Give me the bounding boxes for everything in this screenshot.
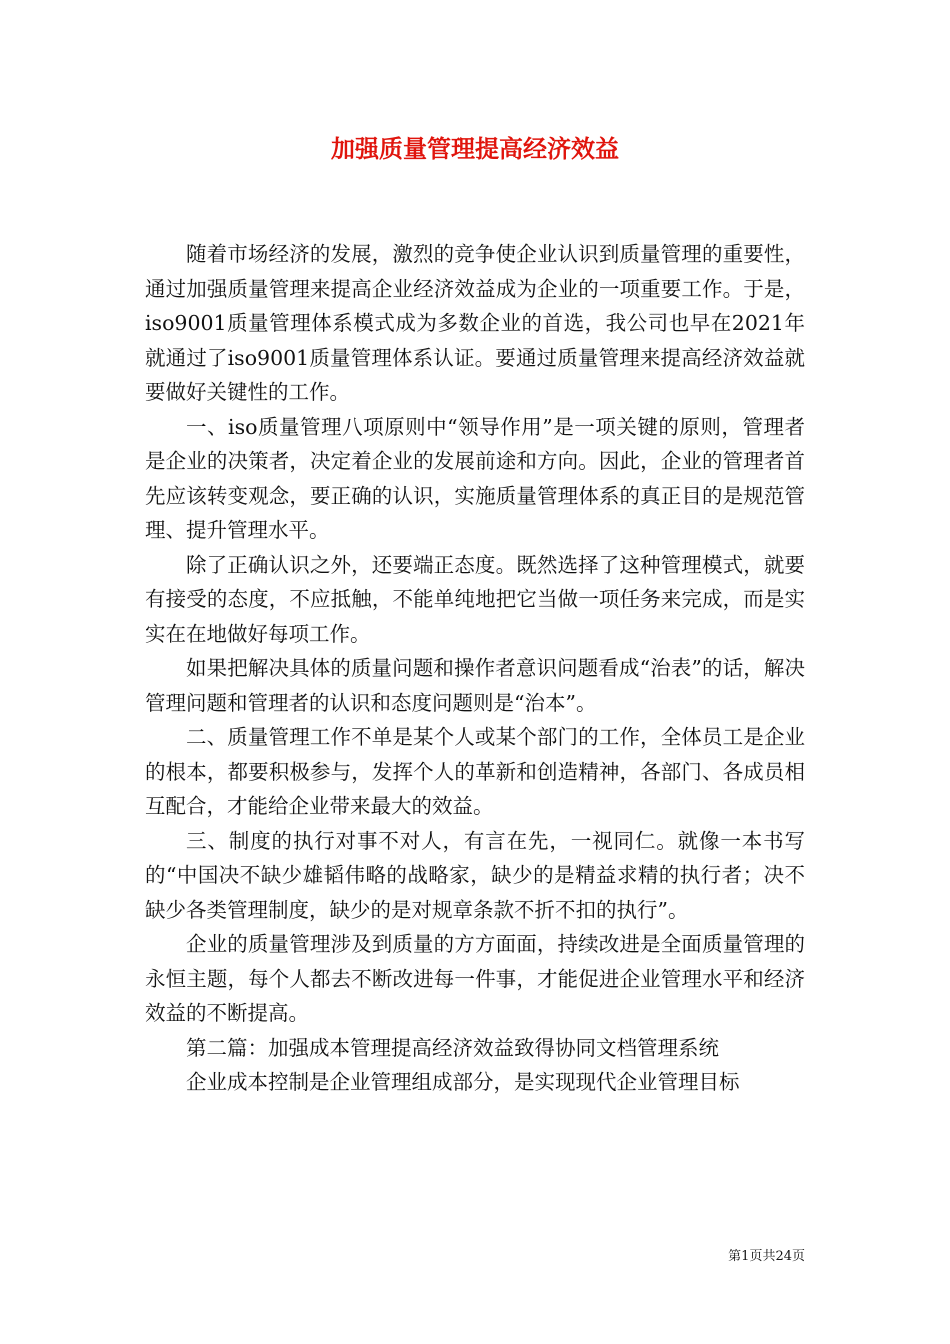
paragraph: 二、质量管理工作不单是某个人或某个部门的工作，全体员工是企业的根本，都要积极参与，发挥个人的革新和创造精神，各部门、各成员相互配合，才能给企业带来最大的效益。 — [145, 725, 805, 818]
document-title: 加强质量管理提高经济效益 — [331, 134, 619, 163]
paragraph: 除了正确认识之外，还要端正态度。既然选择了这种管理模式，就要有接受的态度，不应抵触，不能单纯地把它当做一项任务来完成，而是实实在在地做好每项工作。 — [145, 552, 805, 646]
paragraph: 企业的质量管理涉及到质量的方方面面，持续改进是全面质量管理的永恒主题，每个人都去不断改进每一件事，才能促进企业管理水平和经济效益的不断提高。 — [145, 932, 805, 1025]
paragraph: 三、制度的执行对事不对人，有言在先，一视同仁。就像一本书写的“中国决不缺少雄韬伟略的战略家，缺少的是精益求精的执行者；决不缺少各类管理制度，缺少的是对规章条款不折不扣的执行”。 — [145, 828, 805, 922]
document-body — [145, 237, 805, 1100]
paragraph: 如果把解决具体的质量问题和操作者意识问题看成“治表”的话，解决管理问题和管理者的认识和态度问题则是“治本”。 — [145, 656, 805, 715]
paragraph: 企业成本控制是企业管理组成部分，是实现现代企业管理目标 — [186, 1070, 740, 1094]
page-number-footer: 第1页共24页 — [728, 1249, 805, 1264]
paragraph: 第二篇：加强成本管理提高经济效益致得协同文档管理系统 — [186, 1035, 719, 1060]
paragraph: 随着市场经济的发展，激烈的竞争使企业认识到质量管理的重要性，通过加强质量管理来提高企业经济效益成为企业的一项重要工作。于是，iso9001质量管理体系模式成为多数企业的首选，我公司也早在2021年就通过了iso9001质量管理体系认证。要通过质量管理来提高经济效益就要做好关键性的工作。 — [145, 242, 805, 404]
paragraph: 一、iso质量管理八项原则中“领导作用”是一项关键的原则，管理者是企业的决策者，决定着企业的发展前途和方向。因此，企业的管理者首先应该转变观念，要正确的认识，实施质量管理体系的真正目的是规范管理、提升管理水平。 — [145, 414, 805, 542]
